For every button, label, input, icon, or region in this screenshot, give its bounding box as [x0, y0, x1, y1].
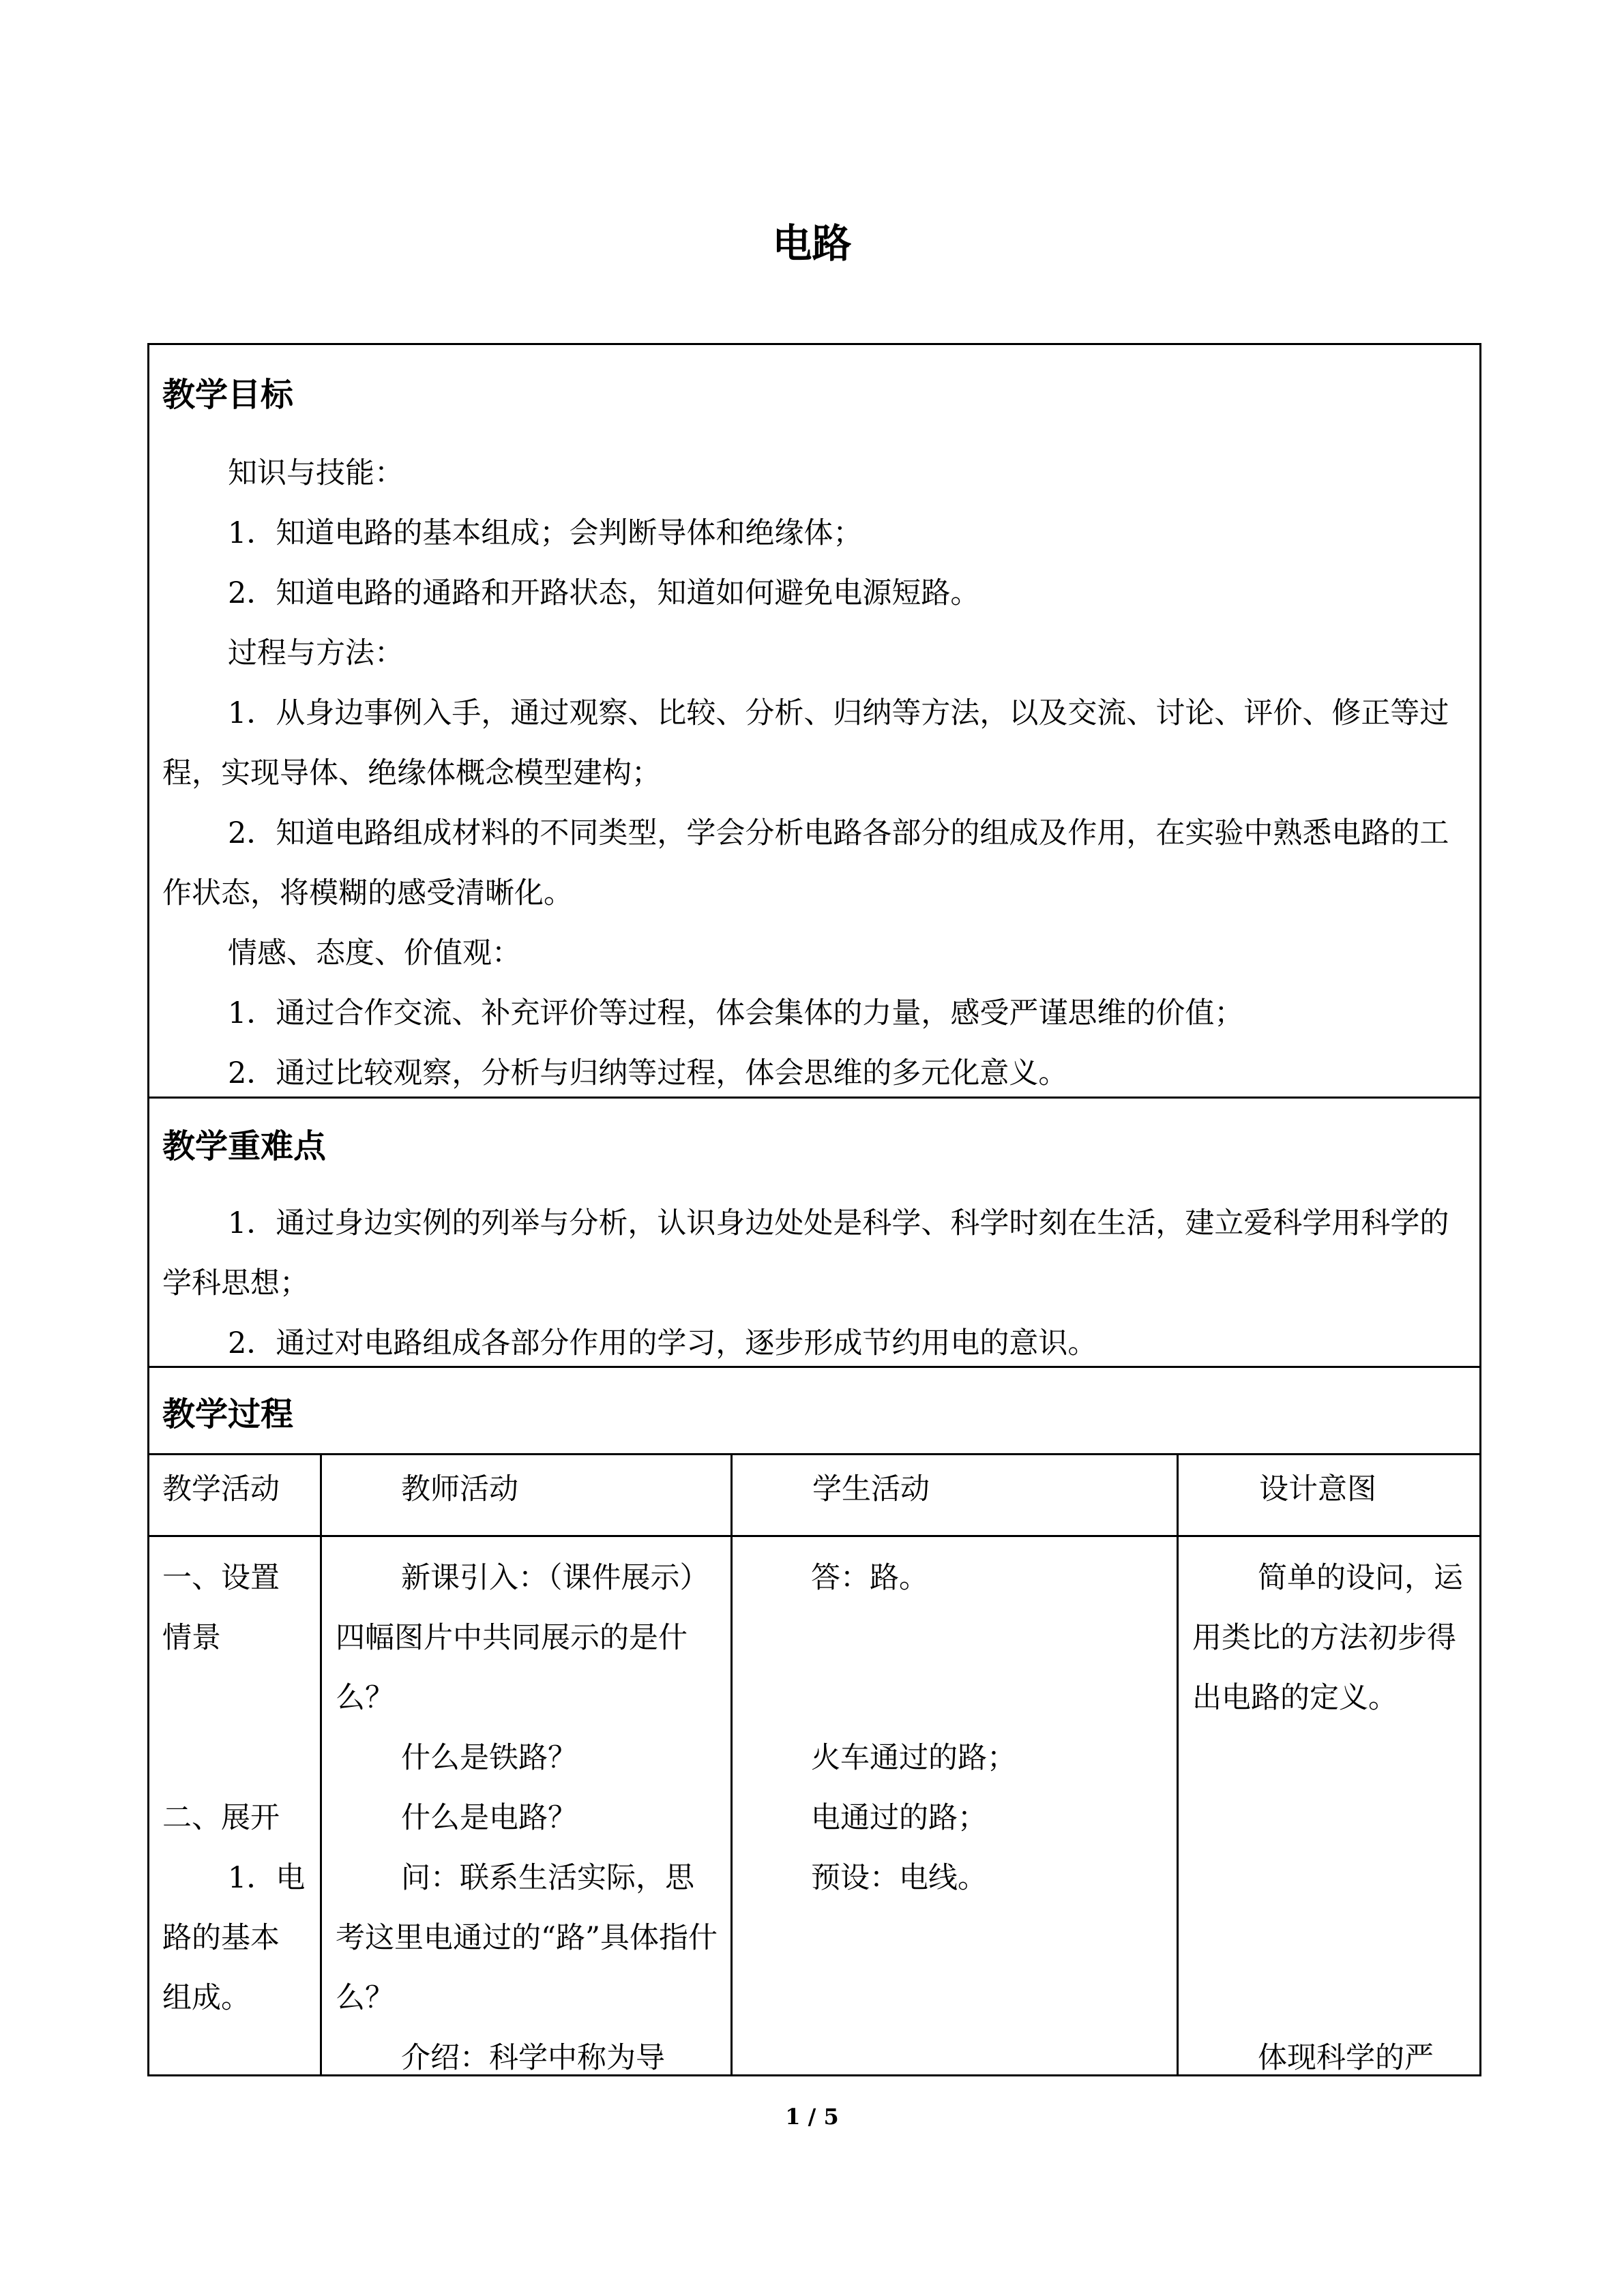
rule-columns-header-bottom — [147, 1535, 1481, 1537]
student-column — [745, 1548, 1162, 1908]
text-line: 新课引入：（课件展示）四幅图片中共同展示的是什么？ — [336, 1561, 709, 1715]
text-line: 2．知道电路组成材料的不同类型，学会分析电路各部分的组成及作用，在实验中熟悉电路的工作状态，将模糊的感受清晰化。 — [162, 816, 1449, 910]
text-line — [1192, 1788, 1465, 1848]
col-divider-1 — [320, 1453, 322, 2076]
process-heading: 教学过程 — [162, 1395, 294, 1433]
text-line: 过程与方法： — [228, 636, 404, 670]
text-line: 体现科学的严 — [1258, 2041, 1434, 2075]
text-line — [1192, 1968, 1465, 2028]
objectives-body — [162, 443, 1468, 1103]
intent-column — [1192, 1548, 1465, 2088]
text-line: 1．通过身边实例的列举与分析，认识身边处处是科学、科学时刻在生活，建立爱科学用科学的学科思想； — [162, 1206, 1449, 1300]
text-line — [1192, 1908, 1465, 1968]
text-line — [745, 1608, 1162, 1668]
text-line: 知识与技能： — [228, 456, 404, 490]
keypoints-heading: 教学重难点 — [162, 1127, 327, 1165]
text-line: 什么是铁路？ — [401, 1741, 577, 1775]
text-line — [1192, 1848, 1465, 1908]
column-header-intent: 设计意图 — [1259, 1472, 1376, 1506]
text-line — [1192, 1728, 1465, 1788]
col-divider-3 — [1177, 1453, 1179, 2076]
keypoints-body — [162, 1193, 1468, 1373]
rule-process-heading-bottom — [147, 1453, 1481, 1455]
text-line — [162, 1728, 307, 1788]
text-line: 预设：电线。 — [811, 1861, 987, 1895]
text-line — [745, 1668, 1162, 1728]
text-line: 2．通过对电路组成各部分作用的学习，逐步形成节约用电的意识。 — [228, 1326, 1097, 1360]
column-header-student: 学生活动 — [812, 1472, 930, 1506]
text-line: 什么是电路？ — [401, 1801, 577, 1835]
text-line: 问：联系生活实际，思考这里电通过的“路”具体指什么？ — [336, 1861, 718, 2015]
objectives-heading: 教学目标 — [162, 376, 294, 414]
text-line: 简单的设问，运用类比的方法初步得出电路的定义。 — [1192, 1561, 1463, 1715]
column-header-activity: 教学活动 — [162, 1472, 280, 1506]
text-line: 一、设置情景 — [162, 1561, 280, 1655]
text-line: 2．通过比较观察，分析与归纳等过程，体会思维的多元化意义。 — [228, 1056, 1068, 1090]
text-line — [162, 1668, 307, 1728]
text-line: 情感、态度、价值观： — [228, 936, 521, 970]
page-number: 1 / 5 — [785, 2104, 839, 2130]
col-divider-2 — [730, 1453, 733, 2076]
teacher-column — [336, 1548, 718, 2088]
text-line: 1．电路的基本组成。 — [162, 1861, 306, 2015]
column-header-teacher: 教师活动 — [401, 1472, 518, 1506]
text-line: 介绍：科学中称为导 — [401, 2041, 665, 2075]
activity-column — [162, 1548, 307, 2028]
text-line: 答：路。 — [811, 1561, 928, 1595]
text-line: 二、展开 — [162, 1801, 280, 1835]
document-title: 电路 — [772, 220, 852, 267]
text-line: 火车通过的路； — [811, 1741, 1016, 1775]
text-line: 1．通过合作交流、补充评价等过程，体会集体的力量，感受严谨思维的价值； — [228, 996, 1244, 1030]
text-line: 1．从身边事例入手，通过观察、比较、分析、归纳等方法，以及交流、讨论、评价、修正等过程，实现导体、绝缘体概念模型建构； — [162, 696, 1449, 790]
text-line: 1．知道电路的基本组成；会判断导体和绝缘体； — [228, 516, 863, 550]
text-line: 电通过的路； — [811, 1801, 987, 1835]
text-line: 2．知道电路的通路和开路状态，知道如何避免电源短路。 — [228, 576, 980, 610]
